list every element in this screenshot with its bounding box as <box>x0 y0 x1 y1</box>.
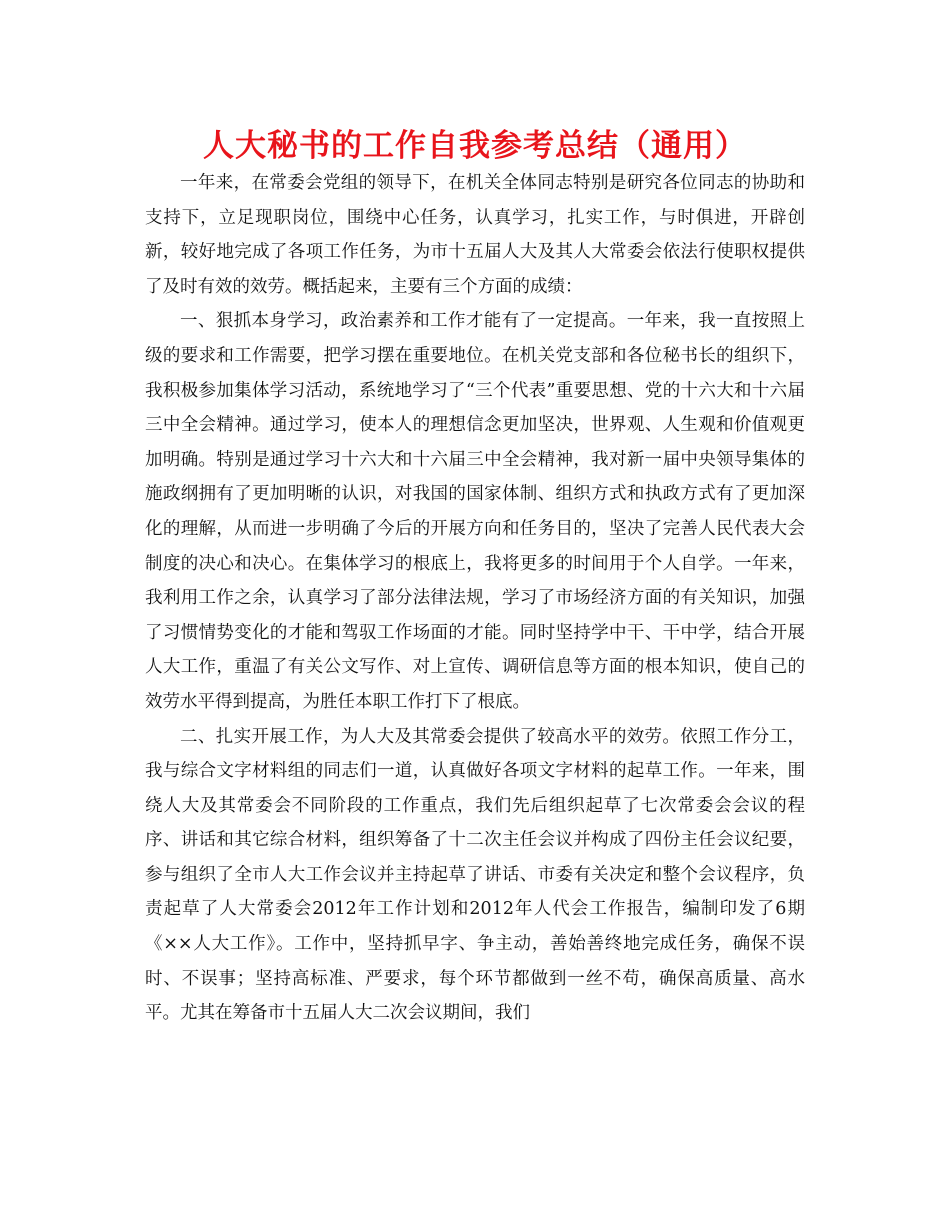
paragraph-study: 一、狠抓本身学习，政治素养和工作才能有了一定提高。一年来，我一直按照上级的要求和工作需要，把学习摆在重要地位。在机关党支部和各位秘书长的组织下，我积极参加集体学习活动，系统地学习了“三个代表”重要思想、党的十六大和十六届三中全会精神。通过学习，使本人的理想信念更加坚决，世界观、人生观和价值观更加明确。特别是通过学习十六大和十六届三中全会精神，我对新一届中央领导集体的施政纲拥有了更加明晰的认识，对我国的国家体制、组织方式和执政方式有了更加深化的理解，从而进一步明确了今后的开展方向和任务目的，坚决了完善人民代表大会制度的决心和决心。在集体学习的根底上，我将更多的时间用于个人自学。一年来，我利用工作之余，认真学习了部分法律法规，学习了市场经济方面的有关知识，加强了习惯情势变化的才能和驾驭工作场面的才能。同时坚持学中干、干中学，结合开展人大工作，重温了有关公文写作、对上宣传、调研信息等方面的根本知识，使自己的效劳水平得到提高，为胜任本职工作打下了根底。 <box>145 311 805 712</box>
paragraph-intro: 一年来，在常委会党组的领导下，在机关全体同志特别是研究各位同志的协助和支持下，立足现职岗位，围绕中心任务，认真学习，扎实工作，与时俱进，开辟创新，较好地完成了各项工作任务，为市十五届人大及其人大常委会依法行使职权提供了及时有效的效劳。概括起来，主要有三个方面的成绩： <box>145 173 805 297</box>
document-title: 人大秘书的工作自我参考总结（通用） <box>203 128 747 164</box>
document-body <box>145 166 805 1031</box>
paragraph-work: 二、扎实开展工作，为人大及其常委会提供了较高水平的效劳。依照工作分工，我与综合文字材料组的同志们一道，认真做好各项文字材料的起草工作。一年来，围绕人大及其常委会不同阶段的工作重点，我们先后组织起草了七次常委会会议的程序、讲话和其它综合材料，组织筹备了十二次主任会议并构成了四份主任会议纪要，参与组织了全市人大工作会议并主持起草了讲话、市委有关决定和整个会议程序，负责起草了人大常委会2012年工作计划和2012年人代会工作报告，编制印发了6期《××人大工作》。工作中，坚持抓早字、争主动，善始善终地完成任务，确保不误时、不误事；坚持高标准、严要求，每个环节都做到一丝不苟，确保高质量、高水平。尤其在筹备市十五届人大二次会议期间，我们 <box>145 726 805 1024</box>
